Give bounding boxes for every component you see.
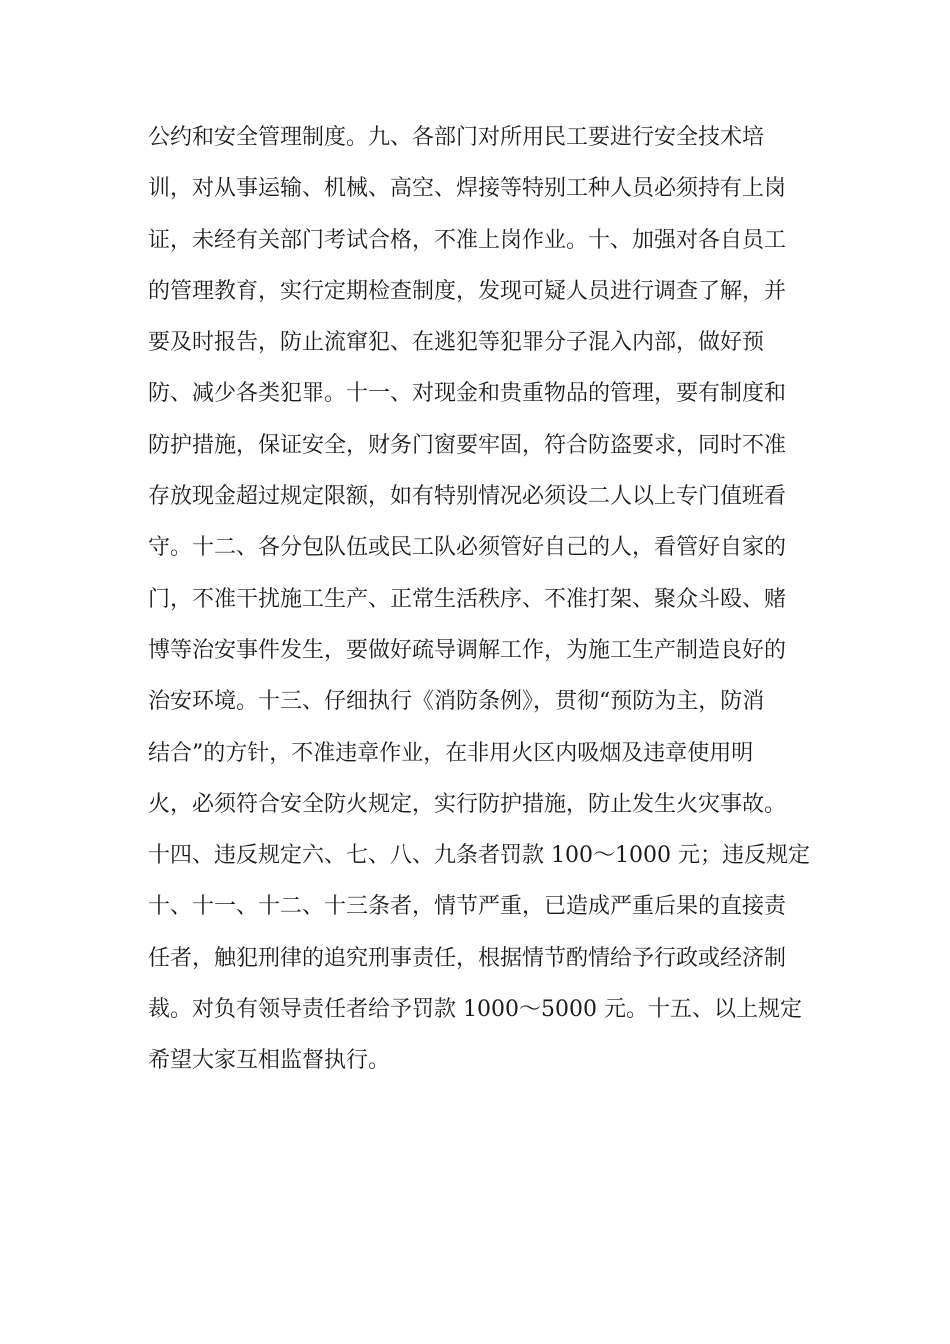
text-line: 存放现金超过规定限额，如有特别情况必须设二人以上专门值班看: [148, 484, 787, 510]
text-line: 十四、违反规定六、七、八、九条者罚款 100～1000 元；违反规定: [148, 843, 810, 869]
text-line: 公约和安全管理制度。九、各部门对所用民工要进行安全技术培: [148, 125, 765, 150]
text-line: 证，未经有关部门考试合格，不准上岗作业。十、加强对各自员工: [148, 227, 787, 253]
text-line: 火，必须符合安全防火规定，实行防护措施，防止发生火灾事故。: [148, 791, 787, 817]
text-line: 任者，触犯刑律的追究刑事责任，根据情节酌情给予行政或经济制: [148, 945, 787, 971]
text-line: 的管理教育，实行定期检查制度，发现可疑人员进行调查了解，并: [148, 278, 787, 304]
text-line: 裁。对负有领导责任者给予罚款 1000～5000 元。十五、以上规定: [148, 997, 802, 1023]
text-line: 防护措施，保证安全，财务门窗要牢固，符合防盗要求，同时不准: [148, 432, 787, 458]
text-line: 要及时报告，防止流窜犯、在逃犯等犯罪分子混入内部，做好预: [148, 330, 765, 356]
text-line: 训，对从事运输、机械、高空、焊接等特别工种人员必须持有上岗: [148, 176, 787, 202]
text-line: 门，不准干扰施工生产、正常生活秩序、不准打架、聚众斗殴、赌: [148, 586, 787, 612]
text-line: 防、减少各类犯罪。十一、对现金和贵重物品的管理，要有制度和: [148, 381, 787, 407]
text-line: 结合”的方针，不准违章作业，在非用火区内吸烟及违章使用明: [148, 740, 754, 766]
text-line: 希望大家互相监督执行。: [148, 1048, 391, 1074]
text-line: 博等治安事件发生，要做好疏导调解工作，为施工生产制造良好的: [148, 637, 787, 663]
text-line: 守。十二、各分包队伍或民工队必须管好自己的人，看管好自家的: [148, 535, 787, 561]
text-line: 十、十一、十二、十三条者，情节严重，已造成严重后果的直接责: [148, 894, 787, 920]
text-line: 治安环境。十三、仔细执行《消防条例》，贯彻“预防为主，防消: [148, 689, 765, 715]
body-text: [148, 118, 828, 1093]
